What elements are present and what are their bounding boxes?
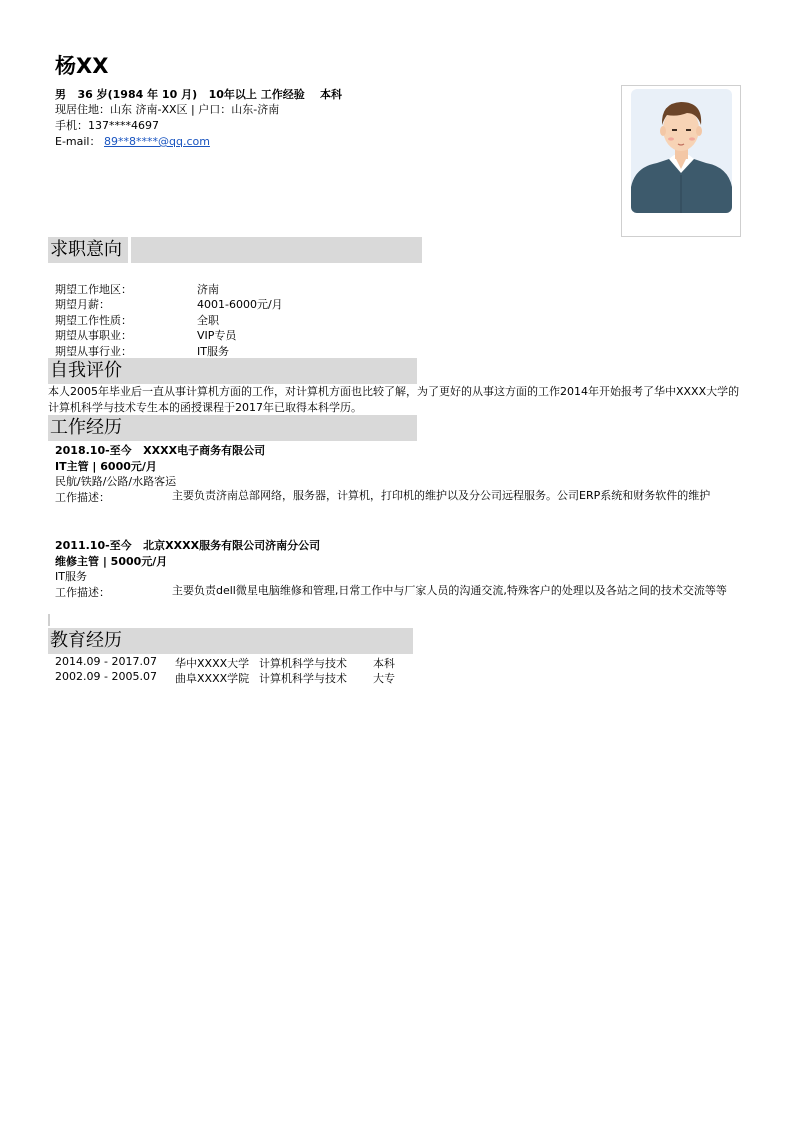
education-row [55, 655, 415, 671]
intent-row [55, 343, 229, 359]
email-label: E-mail： [55, 135, 101, 148]
email-info [55, 133, 210, 149]
intent-value: 济南 [197, 283, 219, 296]
residence-info: 现居住地：山东 济南-XX区 | 户口：山东-济南 [55, 103, 280, 116]
section-header-work [48, 415, 417, 441]
edu-period: 2002.09 - 2005.07 [55, 670, 157, 683]
section-title: 求职意向 [50, 239, 122, 260]
job-desc-label: 工作描述： [55, 491, 110, 504]
email-link[interactable]: 89**8****@qq.com [104, 135, 210, 148]
self-evaluation-text: 本人2005年毕业后一直从事计算机方面的工作，对计算机方面也比较了解，为了更好的从事这方面的工作2014年开始报考了华中XXXX大学的计算机科学与技术专生本的函授课程于2017年已取得本科学历。 [48, 385, 740, 414]
edu-degree: 本科 [373, 657, 395, 670]
intent-label: 期望从事行业： [55, 345, 132, 358]
intent-label: 期望从事职业： [55, 329, 132, 342]
divider-line [48, 614, 50, 626]
job-desc-label: 工作描述： [55, 586, 110, 599]
job-period-company: 2011.10-至今 北京XXXX服务有限公司济南分公司 [55, 539, 321, 552]
intent-value: IT服务 [197, 345, 229, 358]
job-position-salary: IT主管 | 6000元/月 [55, 460, 157, 473]
edu-major: 计算机科学与技术 [259, 672, 347, 685]
education-row [55, 670, 415, 686]
section-title: 自我评价 [50, 360, 122, 381]
section-title: 教育经历 [50, 630, 122, 651]
section-divider [128, 237, 131, 263]
edu-school: 华中XXXX大学 [175, 657, 250, 670]
section-header-intent [48, 237, 422, 263]
job-description: 主要负责dell微星电脑维修和管理,日常工作中与厂家人员的沟通交流,特殊客户的处理以及各站之间的技术交流等等 [172, 584, 727, 597]
job-position-salary: 维修主管 | 5000元/月 [55, 555, 168, 568]
intent-label: 期望工作性质： [55, 314, 132, 327]
basic-info: 男 36 岁(1984 年 10 月) 10年以上 工作经验 本科 [55, 88, 343, 101]
intent-value: VIP专员 [197, 329, 237, 342]
edu-school: 曲阜XXXX学院 [175, 672, 250, 685]
section-title: 工作经历 [50, 417, 122, 438]
job-industry: 民航/铁路/公路/水路客运 [55, 475, 177, 488]
edu-major: 计算机科学与技术 [259, 657, 347, 670]
avatar-icon [631, 89, 732, 213]
section-header-education [48, 628, 413, 654]
job-description: 主要负责济南总部网络，服务器，计算机，打印机的维护以及分公司远程服务。公司ERP系统和财务软件的维护 [172, 489, 711, 502]
job-period-company: 2018.10-至今 XXXX电子商务有限公司 [55, 444, 266, 457]
candidate-name: 杨XX [55, 54, 109, 78]
intent-value: 全职 [197, 314, 219, 327]
intent-row [55, 281, 219, 297]
intent-row [55, 327, 237, 343]
profile-photo [621, 85, 741, 237]
phone-info: 手机：137****4697 [55, 119, 159, 132]
intent-label: 期望月薪： [55, 298, 110, 311]
intent-row [55, 312, 219, 328]
intent-value: 4001-6000元/月 [197, 298, 283, 311]
section-header-self-eval [48, 358, 417, 384]
intent-label: 期望工作地区： [55, 283, 132, 296]
intent-row [55, 296, 283, 312]
job-industry: IT服务 [55, 570, 87, 583]
edu-degree: 大专 [373, 672, 395, 685]
edu-period: 2014.09 - 2017.07 [55, 655, 157, 668]
